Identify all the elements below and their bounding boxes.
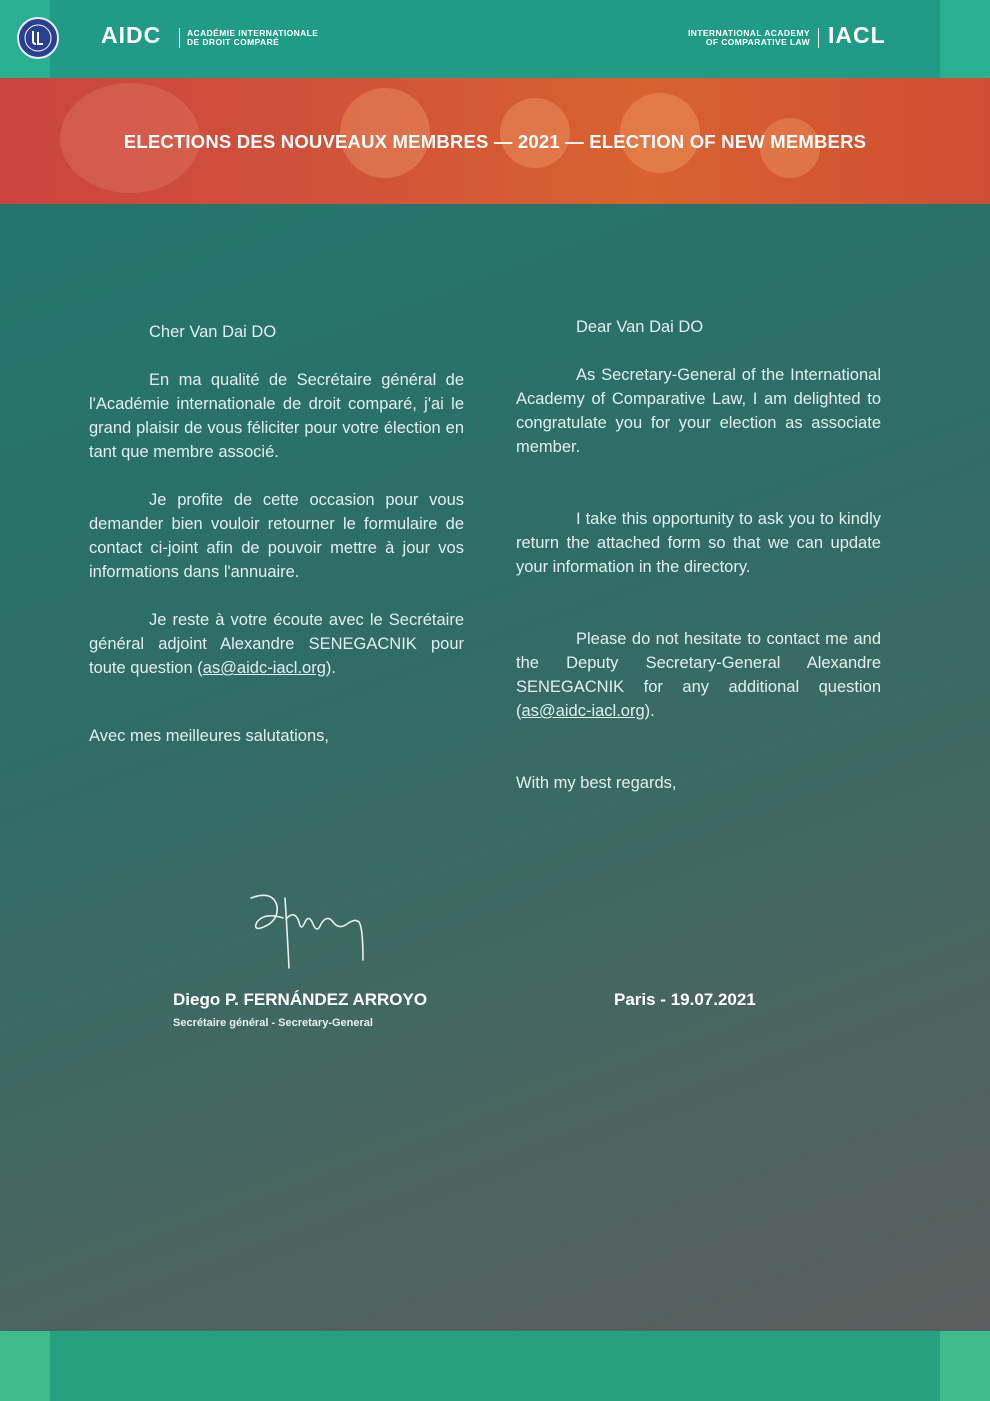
footer-bar [0,1331,990,1401]
election-banner [0,78,990,204]
university-seal-logo [17,17,59,59]
footer-edge-right [940,1331,990,1401]
header-divider-right [818,28,819,48]
place-and-date: Paris - 19.07.2021 [614,990,756,1009]
footer-edge-left [0,1331,50,1401]
aidc-subtitle-line1: ACADÉMIE INTERNATIONALE [187,28,319,38]
signer-title: Secrétaire général - Secretary-General [173,1017,373,1029]
seal-emblem-icon [23,23,53,53]
english-paragraph-1: As Secretary-General of the International Academy of Comparative Law, I am delighted to congratulate you for your election as associate member. [516,366,881,456]
french-paragraph-2: Je profite de cette occasion pour vous demander bien vouloir retourner le formulaire de contact ci-joint afin de pouvoir mettre à jour vos informations dans l'annuaire. [89,491,464,581]
header-divider-left [179,28,180,48]
aidc-subtitle-line2: DE DROIT COMPARÉ [187,37,280,47]
french-email-link[interactable]: as@aidc-iacl.org [202,659,326,677]
french-paragraph-1: En ma qualité de Secrétaire général de l'Académie internationale de droit comparé, j'ai le grand plaisir de vous féliciter pour votre élection en tant que membre associé. [89,371,464,461]
french-paragraph-3-end: ). [325,659,336,677]
iacl-subtitle-line1: INTERNATIONAL ACADEMY [687,28,810,38]
english-paragraph-2: I take this opportunity to ask you to kindly return the attached form so that we can update your information in the directory. [516,510,881,576]
aidc-subtitle [187,29,318,47]
french-paragraph-3-text: Je reste à votre écoute avec le Secrétaire général adjoint Alexandre SENEGACNIK pour toute question ( [89,611,464,677]
iacl-logo-text: IACL [828,22,886,48]
iacl-subtitle [658,29,810,47]
signer-name: Diego P. FERNÁNDEZ ARROYO [173,990,428,1009]
header-edge-right [940,0,990,78]
iacl-subtitle-line2: OF COMPARATIVE LAW [705,37,810,47]
french-paragraph-3 [89,608,464,680]
aidc-logo-text: AIDC [101,22,162,48]
english-paragraph-3-text: Please do not hesitate to contact me and the Deputy Secretary-General Alexandre SENEGACNIK for any additional question ( [516,630,881,720]
french-salutation: Cher Van Dai DO [149,323,277,341]
english-email-link[interactable]: as@aidc-iacl.org [521,702,645,720]
english-closing: With my best regards, [516,774,677,792]
english-salutation: Dear Van Dai DO [576,318,704,336]
english-paragraph-3 [516,627,881,723]
french-letter [89,320,464,748]
handwritten-signature [243,888,373,978]
french-closing: Avec mes meilleures salutations, [89,727,329,745]
banner-title: ELECTIONS DES NOUVEAUX MEMBRES — 2021 — ELECTION OF NEW MEMBERS [123,131,867,152]
english-letter [516,315,881,795]
english-paragraph-3-end: ). [644,702,655,720]
